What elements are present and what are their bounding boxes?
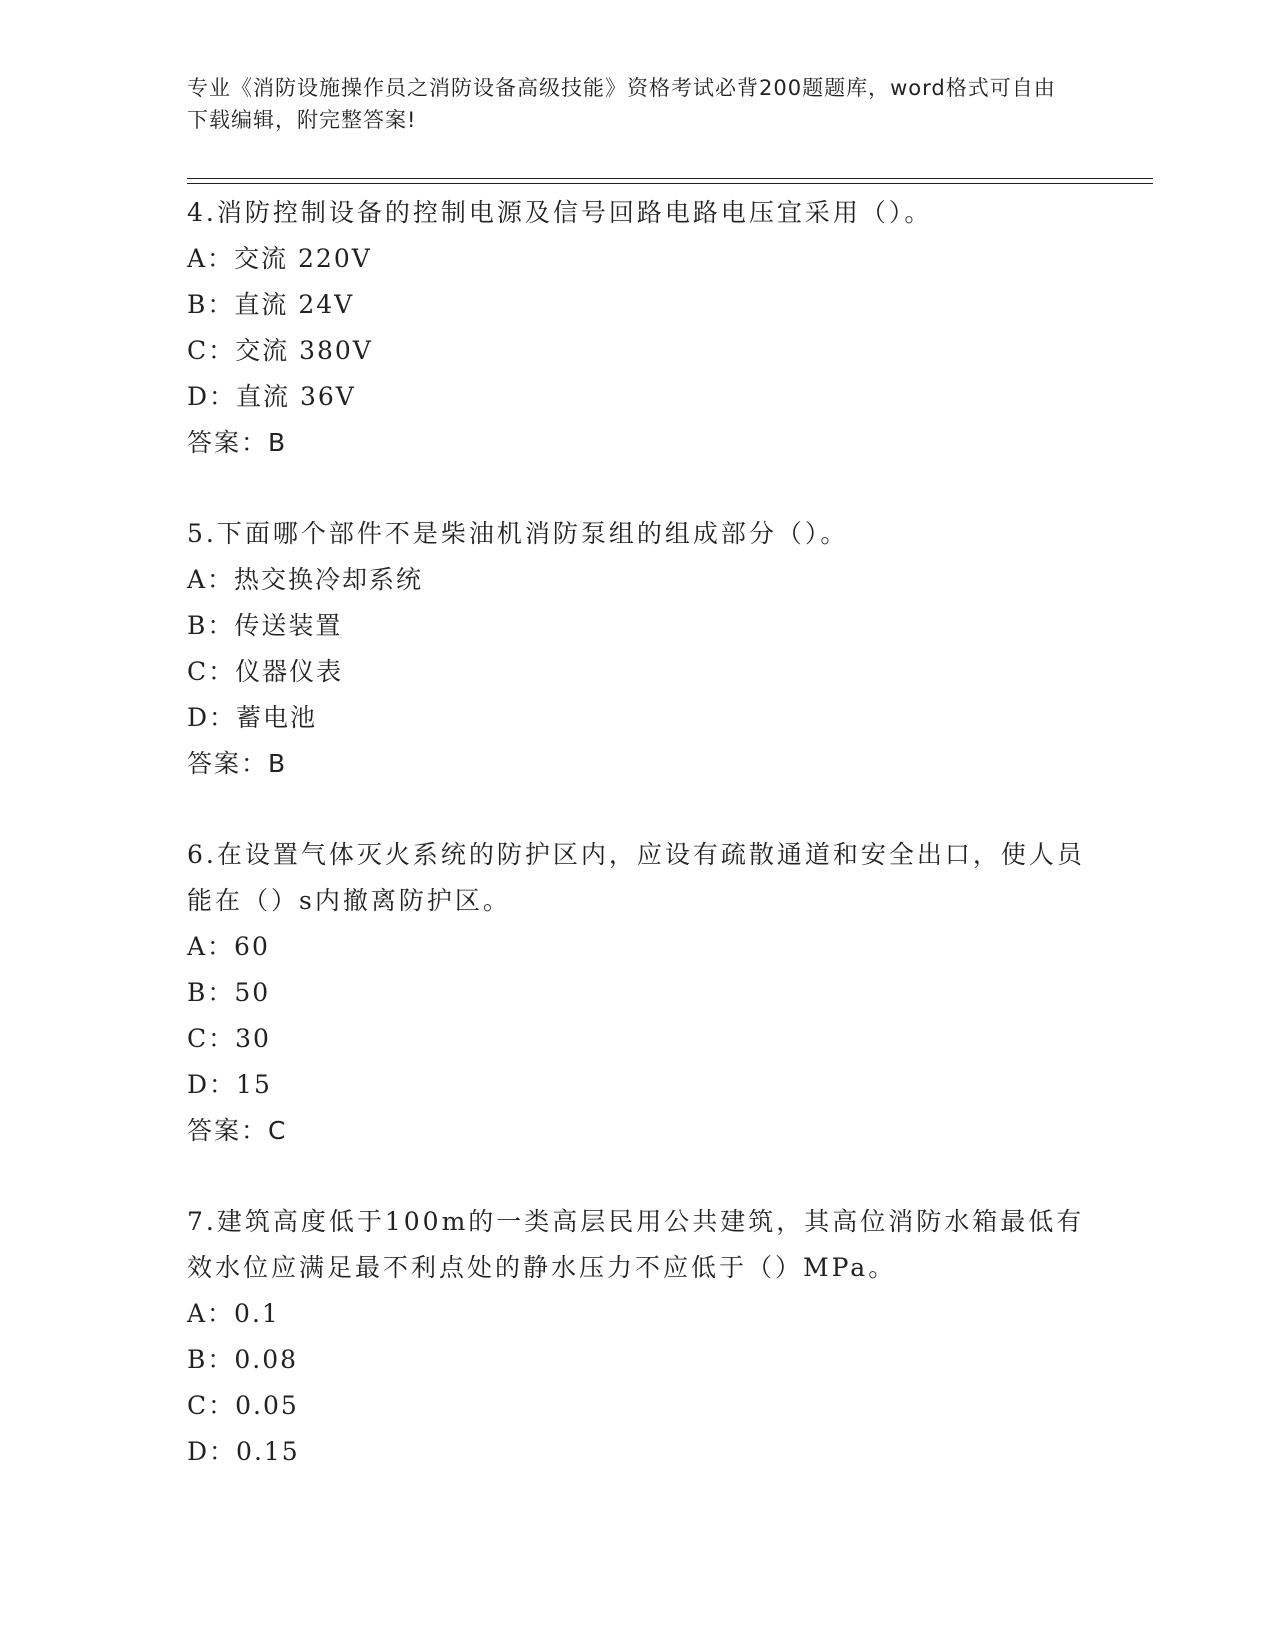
option-b: B：0.08 (187, 1345, 299, 1374)
option-c: C：0.05 (187, 1391, 299, 1420)
question-item (187, 511, 1087, 787)
answer-text: 答案：B (187, 749, 288, 778)
option-a: A：0.1 (187, 1299, 280, 1328)
answer-text: 答案：C (187, 1116, 288, 1145)
question-spacer (187, 466, 1087, 511)
option-d: D：直流 36V (187, 382, 356, 411)
option-a: A：交流 220V (187, 244, 372, 273)
option-a: A：60 (187, 932, 270, 961)
question-item (187, 832, 1087, 1154)
question-list (187, 190, 1087, 1475)
option-d: D：0.15 (187, 1437, 300, 1466)
question-text: 7.建筑高度低于100m的一类高层民用公共建筑，其高位消防水箱最低有效水位应满足最不利点处的静水压力不应低于（）MPa。 (187, 1207, 1085, 1282)
header-rule-top (187, 178, 1153, 179)
question-item (187, 1199, 1087, 1475)
document-header-title: 专业《消防设施操作员之消防设备高级技能》资格考试必背200题题库，word格式可自由下载编辑，附完整答案! (187, 76, 1056, 132)
option-d: D：15 (187, 1070, 272, 1099)
option-b: B：传送装置 (187, 611, 343, 640)
option-a: A：热交换冷却系统 (187, 565, 424, 594)
option-c: C：仪器仪表 (187, 657, 344, 686)
option-b: B：直流 24V (187, 290, 355, 319)
option-c: C：30 (187, 1024, 271, 1053)
question-spacer (187, 787, 1087, 832)
question-item (187, 190, 1087, 466)
question-spacer (187, 1154, 1087, 1199)
question-text: 5.下面哪个部件不是柴油机消防泵组的组成部分（）。 (187, 519, 849, 548)
option-c: C：交流 380V (187, 336, 373, 365)
answer-text: 答案：B (187, 428, 288, 457)
option-b: B：50 (187, 978, 271, 1007)
question-text: 4.消防控制设备的控制电源及信号回路电路电压宜采用（）。 (187, 198, 933, 227)
option-d: D：蓄电池 (187, 703, 318, 732)
header-rule-bottom (187, 183, 1153, 184)
question-text: 6.在设置气体灭火系统的防护区内，应设有疏散通道和安全出口，使人员能在（）s内撤离防护区。 (187, 840, 1085, 915)
